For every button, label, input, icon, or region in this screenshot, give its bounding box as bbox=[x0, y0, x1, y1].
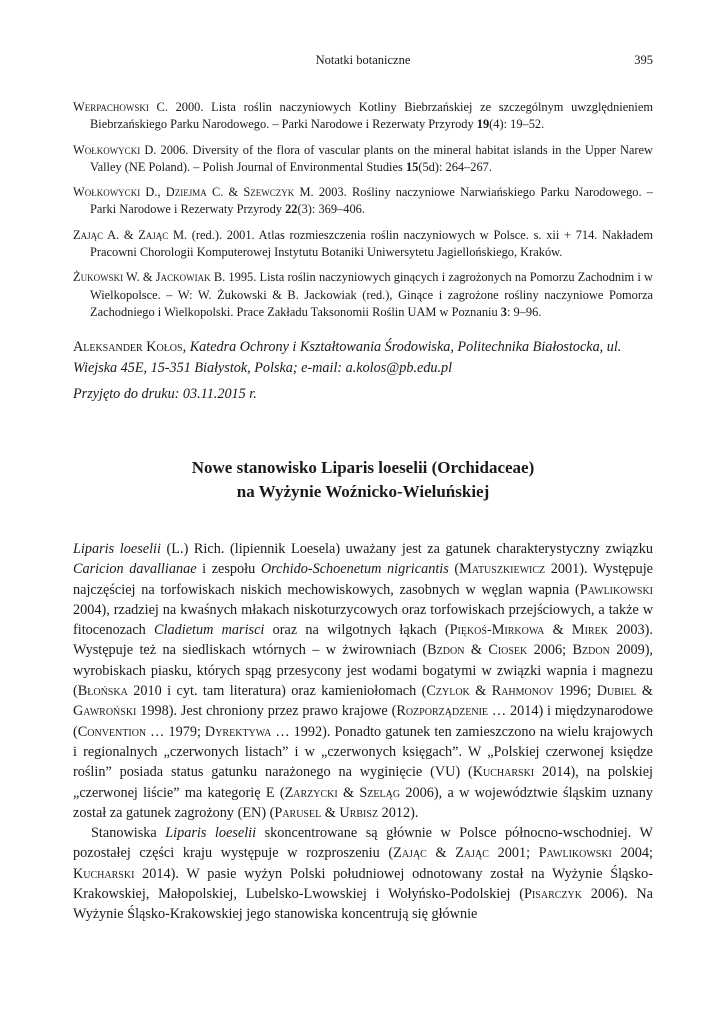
reference-authors: Wołkowycki D., Dziejma C. & Szewczyk M. bbox=[73, 185, 314, 200]
species-name: Liparis loeselii bbox=[165, 825, 257, 842]
reference-volume: 19 bbox=[476, 117, 490, 132]
citation-author: Pawlikowski bbox=[579, 581, 653, 598]
text-run: 2009), wyrobiskach piasku, których spąg przesycony jest wodami bogatymi w związki wapnia i magnezu ( bbox=[73, 642, 653, 700]
affiliation-details: , Katedra Ochrony i Kształtowania Środowiska, Politechnika Białostocka, ul. Wiejska 45E, 15-351 Białystok, Polska; e-mail: a.kolos@pb.edu.pl bbox=[73, 339, 622, 376]
reference-volume: 22 bbox=[285, 202, 298, 217]
citation-author: Czylok & Rahmonov bbox=[426, 683, 554, 700]
text-run: 2003). Występuje też na siedliskach wtórnych – w żwirowniach ( bbox=[73, 622, 653, 659]
species-name: Liparis loeselii bbox=[73, 541, 161, 557]
reference-authors: Werpachowski C. bbox=[73, 100, 168, 114]
author-affiliation bbox=[73, 337, 653, 378]
reference-tail: (3): 369–406. bbox=[297, 202, 365, 217]
reference-text: 2003. Rośliny naczyniowe Narwiańskiego Parku Narodowego. – Parki Narodowe i Rezerwaty Przyrody bbox=[90, 185, 654, 217]
citation-author: Bzdon & Ciosek bbox=[427, 642, 528, 659]
text-run: 2006; bbox=[527, 642, 573, 659]
reference-item bbox=[73, 142, 653, 176]
citation-author: Dubiel & Gawroński bbox=[73, 683, 653, 720]
text-run: 1996; bbox=[553, 683, 597, 700]
syntaxon-name: Caricion davallianae bbox=[73, 561, 197, 578]
reference-authors: Zając A. & Zając M. bbox=[73, 227, 188, 242]
article-title-line: na Wyżynie Woźnicko-Wieluńskiej bbox=[236, 482, 490, 501]
citation-author: Kucharski bbox=[73, 865, 135, 882]
reference-text: 2000. Lista roślin naczyniowych Kotliny Biebrzańskiej ze szczególnym uwzględnieniem Biebrzańskiego Parku Narodowego. – Parki Narodowe i Rezerwaty Przyrody bbox=[90, 100, 653, 132]
text-run: i zespołu bbox=[196, 561, 261, 578]
body-paragraph bbox=[73, 539, 653, 823]
text-run: … 1979; bbox=[146, 723, 205, 740]
page-number: 395 bbox=[634, 53, 653, 67]
text-run: 2006), a w województwie śląskim uznany został za gatunek zagrożony (EN) ( bbox=[73, 784, 654, 821]
citation-author: Zając & Zając bbox=[393, 845, 489, 862]
reference-volume: 15 bbox=[405, 159, 419, 174]
reference-authors: Żukowski W. & Jackowiak B. bbox=[73, 270, 226, 285]
reference-tail: (4): 19–52. bbox=[489, 117, 545, 132]
text-run: 2014). W pasie wyżyn Polski południowej odnotowany został na Wyżynie Śląsko-Krakowskiej, Małopolskiej, Lubelsko-Lwowskiej i Wołyńsko-Podolskiej ( bbox=[73, 865, 653, 903]
citation-author: Piękoś-Mirkowa & Mirek bbox=[449, 622, 608, 639]
reference-item bbox=[73, 184, 653, 218]
running-header bbox=[73, 53, 653, 69]
citation-author: Kucharski bbox=[472, 764, 535, 781]
citation-author: Bzdon bbox=[572, 642, 610, 659]
citation-author: Pisarczyk bbox=[524, 886, 582, 903]
citation-author: Zarzycki & Szeląg bbox=[284, 784, 401, 801]
article-body bbox=[73, 539, 653, 925]
text-run: ( bbox=[448, 561, 460, 578]
reference-text: 2006. Diversity of the flora of vascular plants on the mineral habitat islands in the Upper Narew Valley (NE Poland). – Polish Journal of Environmental Studies bbox=[90, 142, 653, 174]
citation-author: Błońska bbox=[77, 683, 128, 700]
text-run: 2004), rzadziej na kwaśnych młakach niskoturzycowych oraz torfowiskach przejściowych, a także w fitocenozach bbox=[73, 601, 653, 639]
body-paragraph bbox=[73, 823, 653, 924]
text-run: … 2014) i międzynarodowe ( bbox=[73, 703, 653, 740]
text-run: 2001). Występuje najczęściej na torfowiskach niskich mechowiskowych, zasobnych w węglan wapnia ( bbox=[73, 561, 653, 598]
citation-author: Dyrektywa bbox=[204, 723, 272, 740]
reference-tail: : 9–96. bbox=[507, 304, 542, 319]
citation-author: Parusel & Urbisz bbox=[274, 804, 379, 821]
text-run: 2001; bbox=[488, 845, 539, 862]
reference-text: 1995. Lista roślin naczyniowych ginących i zagrożonych na Pomorzu Zachodnim i w Wielkopolsce. – W: W. Żukowski & B. Jackowiak (red.), Ginące i zagrożone rośliny naczyniowe Pomorza Zachodniego i Wielkopolski. Prace Zakładu Taksonomii Roślin UAM w Poznaniu bbox=[90, 270, 654, 319]
reference-tail: (5d): 264–267. bbox=[418, 159, 492, 174]
reference-item bbox=[73, 99, 653, 133]
reference-text: (red.). 2001. Atlas rozmieszczenia roślin naczyniowych w Polsce. s. xii + 714. Nakładem Pracowni Chorologii Komputerowej Instytutu Botaniki Uniwersytetu Jagiellońskiego, Kraków. bbox=[90, 227, 654, 259]
article-title-line: Nowe stanowisko Liparis loeselii (Orchidaceae) bbox=[191, 458, 535, 477]
reference-list bbox=[73, 99, 653, 329]
text-run: (L.) Rich. (lipiennik Loesela) uważany jest za gatunek charakterystyczny związku bbox=[160, 541, 653, 557]
text-run: 2004; bbox=[611, 845, 653, 862]
reference-authors: Wołkowycki D. bbox=[73, 142, 157, 157]
syntaxon-name: Orchido-Schoenetum nigricantis bbox=[260, 561, 449, 578]
journal-section-title: Notatki botaniczne bbox=[315, 53, 411, 67]
reference-item bbox=[73, 227, 653, 261]
text-run: 2006). Na Wyżynie Śląsko-Krakowskiej jego stanowiska koncentrują się głównie bbox=[73, 886, 653, 923]
syntaxon-name: Cladietum marisci bbox=[154, 622, 265, 639]
citation-author: Pawlikowski bbox=[538, 845, 612, 862]
text-run: 1998). Jest chroniony przez prawo krajowe ( bbox=[136, 703, 397, 720]
text-run: Stanowiska bbox=[91, 825, 166, 842]
text-run: 2014), na polskiej „czerwonej liście” ma kategorię E ( bbox=[73, 764, 653, 801]
citation-author: Convention bbox=[77, 723, 147, 740]
article-title bbox=[73, 456, 653, 504]
text-run: 2012). bbox=[378, 804, 419, 821]
reference-item bbox=[73, 269, 653, 321]
received-date: Przyjęto do druku: 03.11.2015 r. bbox=[73, 386, 257, 402]
citation-author: Rozporządzenie bbox=[396, 703, 489, 720]
text-run: … 1992). Ponadto gatunek ten zamieszczono na wielu krajowych i regionalnych „czerwonych listach” i w „czerwonych księgach”. W „Polskiej czerwonej księdze roślin” posiada status gatunku narażonego na wyginięcie (VU) ( bbox=[73, 723, 653, 781]
citation-author: Matuszkiewicz bbox=[459, 561, 546, 578]
text-run: skoncentrowane są głównie w Polsce północno-wschodniej. W pozostałej części kraju występuje w rozproszeniu ( bbox=[73, 825, 653, 862]
affiliation-author: Aleksander Kołos bbox=[73, 339, 183, 355]
text-run: oraz na wilgotnych łąkach ( bbox=[264, 622, 450, 639]
reference-volume: 3 bbox=[500, 304, 507, 319]
text-run: 2010 i cyt. tam literatura) oraz kamieniołomach ( bbox=[127, 683, 427, 700]
